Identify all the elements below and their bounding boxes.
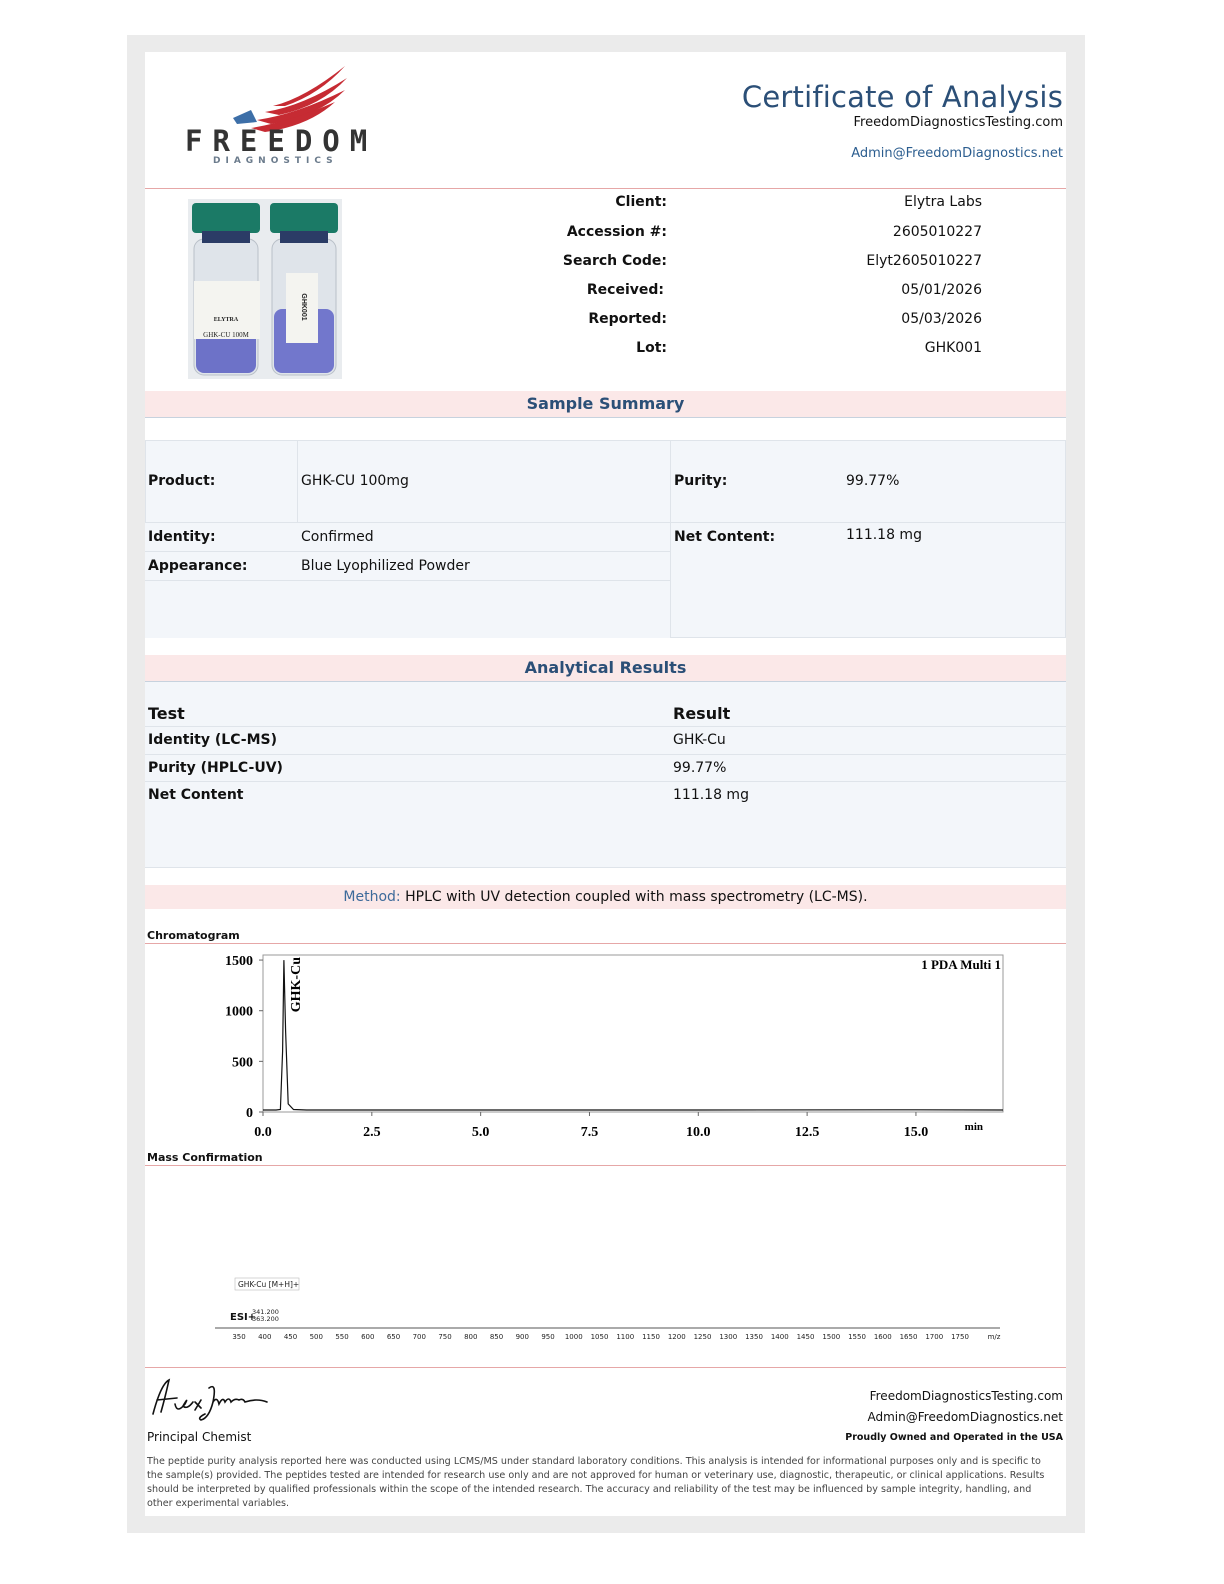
search-code-value: Elyt2605010227 xyxy=(866,253,982,269)
document-title: Certificate of Analysis xyxy=(741,80,1063,114)
lot-label: Lot: xyxy=(636,340,667,356)
method-label: Method: xyxy=(343,889,401,905)
result-column-header: Result xyxy=(673,704,731,723)
y-tick-label: 1500 xyxy=(225,954,253,970)
mass-x-tick-label: 1250 xyxy=(693,1333,712,1341)
table-row: Purity (HPLC-UV) xyxy=(148,760,283,776)
channel-label: 1 PDA Multi 1 xyxy=(921,957,1001,972)
footer-website-link[interactable]: FreedomDiagnosticsTesting.com xyxy=(869,1389,1063,1403)
table-row-result: 111.18 mg xyxy=(673,787,749,803)
chromatogram-trace xyxy=(263,960,1003,1110)
mass-x-tick-label: 650 xyxy=(386,1333,401,1341)
mass-x-tick-label: 1200 xyxy=(667,1333,686,1341)
mass-x-tick-label: 1650 xyxy=(899,1333,918,1341)
mass-x-tick-label: 900 xyxy=(515,1333,529,1341)
disclaimer-text: The peptide purity analysis reported here was conducted using LCMS/MS under standard laboratory conditions. This analysis is intended for informational purposes only and is specific to the sample(s) provided. The peptides tested are intended for research use only and are not approved for human or veterinary use, diagnostic, therapeutic, or clinical applications. Results should be interpreted by qualified professionals within the scope of the intended research. The accuracy and reliability of the test may be influenced by sample integrity, handling, and other experimental variables. xyxy=(147,1456,1045,1509)
product-photo xyxy=(188,199,342,379)
appearance-label: Appearance: xyxy=(148,558,248,574)
signer-role: Principal Chemist xyxy=(147,1430,252,1444)
chromatogram-divider xyxy=(145,943,1066,944)
purity-value: 99.77% xyxy=(846,473,900,489)
table-row: Net Content xyxy=(148,787,244,803)
purity-label: Purity: xyxy=(674,473,728,489)
search-code-label: Search Code: xyxy=(562,253,667,269)
mass-x-tick-label: 1550 xyxy=(848,1333,866,1341)
x-tick-label: 10.0 xyxy=(686,1125,711,1140)
mass-legend-label: GHK-Cu [M+H]+ xyxy=(238,1280,300,1289)
mass-x-tick-label: 950 xyxy=(541,1333,555,1341)
accession-label: Accession #: xyxy=(566,224,667,240)
certificate-page xyxy=(145,52,1066,1516)
reported-value: 05/03/2026 xyxy=(901,311,982,327)
footer-email-link[interactable]: Admin@FreedomDiagnostics.net xyxy=(867,1410,1063,1424)
x-tick-label: 5.0 xyxy=(471,1125,490,1140)
mass-x-tick-label: 1500 xyxy=(822,1333,841,1341)
signature xyxy=(147,1374,272,1426)
method-text: HPLC with UV detection coupled with mass spectrometry (LC-MS). xyxy=(405,889,868,905)
peak-label: GHK-Cu xyxy=(288,957,304,1013)
test-column-header: Test xyxy=(148,704,185,723)
method-band xyxy=(145,885,1066,909)
mass-peak-label: 363.200 xyxy=(252,1315,279,1323)
logo-subtitle: DIAGNOSTICS xyxy=(213,156,338,166)
client-info xyxy=(467,194,987,369)
mass-x-axis-unit: m/z xyxy=(987,1333,1001,1341)
logo-wordmark: FREEDOM xyxy=(185,124,378,158)
y-tick-label: 1000 xyxy=(225,1004,253,1020)
mass-x-tick-label: 350 xyxy=(232,1333,246,1341)
sample-summary-heading: Sample Summary xyxy=(145,391,1066,417)
band-underline xyxy=(145,417,1066,418)
received-value: 05/01/2026 xyxy=(901,282,982,298)
mass-x-tick-label: 1150 xyxy=(642,1333,660,1341)
mass-x-tick-label: 1750 xyxy=(951,1333,969,1341)
identity-value: Confirmed xyxy=(301,529,374,545)
mass-peak-label: 341.200 xyxy=(252,1308,279,1316)
x-tick-label: 7.5 xyxy=(580,1125,599,1140)
client-label: Client: xyxy=(615,194,667,210)
mass-x-tick-label: 1050 xyxy=(590,1333,609,1341)
plot-frame xyxy=(263,955,1003,1112)
mass-x-tick-label: 800 xyxy=(464,1333,478,1341)
svg-text:GHK-CU 100M: GHK-CU 100M xyxy=(203,331,249,339)
mass-x-tick-label: 700 xyxy=(412,1333,426,1341)
mass-x-tick-label: 550 xyxy=(335,1333,349,1341)
x-tick-label: 2.5 xyxy=(363,1125,381,1140)
sample-summary-panel xyxy=(145,440,1066,638)
mass-x-tick-label: 1100 xyxy=(616,1333,635,1341)
header-email-link[interactable]: Admin@FreedomDiagnostics.net xyxy=(851,146,1063,161)
x-tick-label: 15.0 xyxy=(903,1125,929,1140)
header-website: FreedomDiagnosticsTesting.com xyxy=(853,115,1063,130)
mass-x-tick-label: 750 xyxy=(438,1333,452,1341)
lot-value: GHK001 xyxy=(924,340,982,356)
analytical-results-heading: Analytical Results xyxy=(145,655,1066,681)
chromatogram-label: Chromatogram xyxy=(147,929,240,942)
footer-divider xyxy=(145,1367,1066,1368)
svg-text:GHK001: GHK001 xyxy=(300,293,307,321)
chromatogram-chart xyxy=(205,947,1025,1147)
product-value: GHK-CU 100mg xyxy=(301,473,409,489)
x-axis-unit: min xyxy=(964,1121,983,1133)
signature-icon xyxy=(147,1374,272,1426)
mass-divider xyxy=(145,1165,1066,1166)
mass-x-tick-label: 1300 xyxy=(719,1333,738,1341)
mass-x-tick-label: 1000 xyxy=(564,1333,583,1341)
mass-x-tick-label: 1600 xyxy=(873,1333,892,1341)
identity-label: Identity: xyxy=(148,529,216,545)
footer-tagline: Proudly Owned and Operated in the USA xyxy=(845,1432,1063,1443)
mass-x-tick-label: 450 xyxy=(283,1333,298,1341)
mass-mode-label: ESI+ xyxy=(230,1312,257,1323)
mass-x-tick-label: 1350 xyxy=(745,1333,763,1341)
mass-spectrum-chart xyxy=(205,1272,1015,1347)
mass-x-tick-label: 850 xyxy=(489,1333,504,1341)
mass-x-tick-label: 1400 xyxy=(770,1333,789,1341)
mass-x-tick-label: 600 xyxy=(361,1333,375,1341)
analytical-results-table xyxy=(145,682,1066,868)
vial-photo-icon xyxy=(188,199,342,379)
mass-x-tick-label: 1700 xyxy=(925,1333,944,1341)
mass-x-tick-label: 500 xyxy=(309,1333,323,1341)
table-row-result: GHK-Cu xyxy=(673,732,726,748)
accession-value: 2605010227 xyxy=(892,224,982,240)
x-tick-label: 0.0 xyxy=(254,1125,272,1140)
received-label: Received: xyxy=(586,282,664,298)
appearance-value: Blue Lyophilized Powder xyxy=(301,558,470,574)
table-row-result: 99.77% xyxy=(673,760,727,776)
reported-label: Reported: xyxy=(588,311,667,327)
svg-text:ELYTRA: ELYTRA xyxy=(213,317,239,323)
client-value: Elytra Labs xyxy=(904,194,982,210)
mass-x-tick-label: 1450 xyxy=(796,1333,815,1341)
table-row: Identity (LC-MS) xyxy=(148,732,278,748)
mass-x-tick-label: 400 xyxy=(258,1333,272,1341)
x-tick-label: 12.5 xyxy=(794,1125,820,1140)
y-tick-label: 0 xyxy=(246,1106,253,1121)
product-label: Product: xyxy=(148,473,216,489)
net-content-label: Net Content: xyxy=(674,529,776,545)
y-tick-label: 500 xyxy=(232,1055,253,1071)
mass-confirmation-label: Mass Confirmation xyxy=(147,1151,263,1164)
header-divider xyxy=(145,188,1066,189)
net-content-value: 111.18 mg xyxy=(846,527,922,543)
